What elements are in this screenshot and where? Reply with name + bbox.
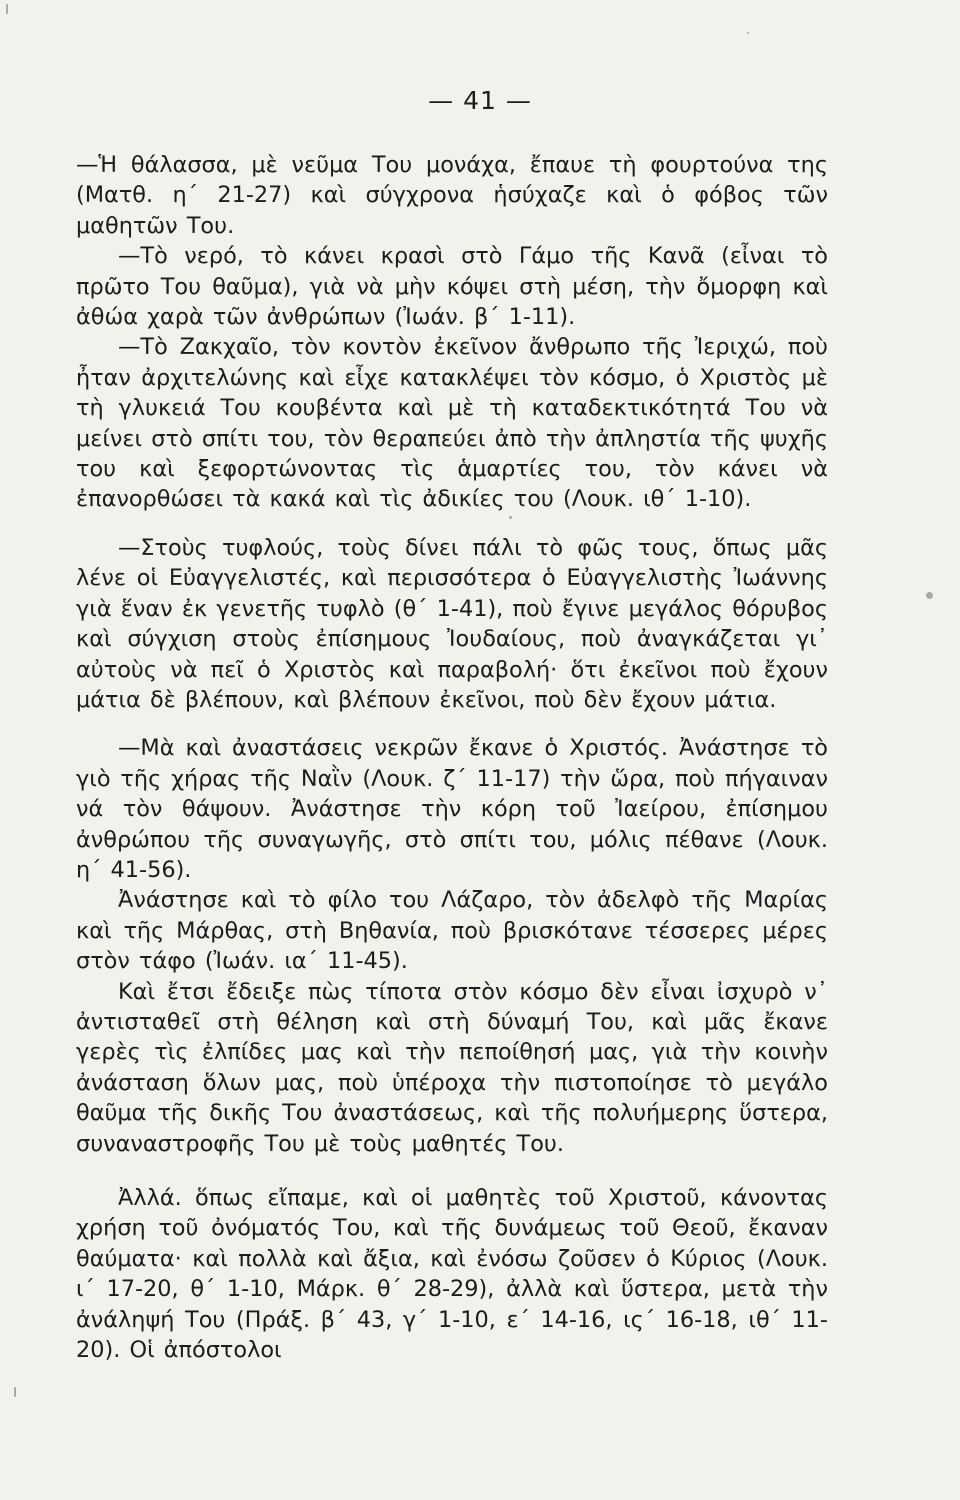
print-speck bbox=[6, 4, 8, 14]
print-speck bbox=[926, 592, 933, 599]
paragraph-sea-calmed: —Ἡ θάλασσα, μὲ νεῦμα Του μονάχα, ἔπαυε τὴ φουρτούνα της (Ματθ. η΄ 21-27) καὶ σύγχρονα ἡσύχαζε καὶ ὁ φόβος τῶν μαθητῶν Του. bbox=[76, 152, 828, 239]
paragraph-resurrections: —Μὰ καὶ ἀναστάσεις νεκρῶν ἔκανε ὁ Χριστός. Ἀνάστησε τὸ γιὸ τῆς χήρας τῆς Ναῒν (Λουκ. ζ΄ 11-17) τὴν ὥρα, ποὺ πήγαιναν νά τὸν θάψουν. Ἀνάστησε τὴν κόρη τοῦ Ἰαείρου, ἐπίσημου ἀνθρώπου τῆς συναγωγῆς, στὸ σπίτι του, μόλις πέθανε (Λουκ. η΄ 41-56). bbox=[76, 735, 828, 883]
paragraph-zacchaeus: —Τὸ Ζακχαῖο, τὸν κοντὸν ἐκεῖνον ἄνθρωπο τῆς Ἰεριχώ, ποὺ ἦταν ἀρχιτελώνης καὶ εἶχε κατακλέψει τὸν κόσμο, ὁ Χριστὸς μὲ τὴ γλυκειά Του κουβέντα καὶ μὲ τὴ καταδεκτικότητά Του νὰ μείνει στὸ σπίτι του, τὸν θεραπεύει ἀπὸ τὴν ἀπληστία τῆς ψυχῆς του καὶ ξεφορτώνοντας τὶς ἁμαρτίες του, τὸν κάνει νὰ ἐπανορθώσει τὰ κακά καὶ τὶς ἀδικίες του (Λουκ. ιθ΄ 1-10). bbox=[76, 334, 828, 513]
paragraph-blind-healed: —Στοὺς τυφλούς, τοὺς δίνει πάλι τὸ φῶς τους, ὅπως μᾶς λένε οἱ Εὐαγγελιστές, καὶ περισσότερα ὁ Εὐαγγελιστὴς Ἰωάννης γιὰ ἕναν ἐκ γενετῆς τυφλὸ (θ΄ 1-41), ποὺ ἔγινε μεγάλος θόρυβος καὶ σύγχιση στοὺς ἐπίσημους Ἰουδαίους, ποὺ ἀναγκάζεται γι᾿ αὐτοὺς νὰ πεῖ ὁ Χριστὸς καὶ παραβολή· ὅτι ἐκεῖνοι ποὺ ἔχουν μάτια δὲ βλέπουν, καὶ βλέπουν ἐκεῖνοι, ποὺ δὲν ἔχουν μάτια. bbox=[76, 534, 828, 713]
paragraph-power-shown: Καὶ ἔτσι ἔδειξε πὼς τίποτα στὸν κόσμο δὲν εἶναι ἰσχυρὸ ν᾿ ἀντισταθεῖ στὴ θέληση καὶ στὴ δύναμή Του, καὶ μᾶς ἔκανε γερὲς τὶς ἐλπίδες μας καὶ τὴν πεποίθησή μας, γιὰ τὴν κοινὴν ἀνάσταση ὅλων μας, ποὺ ὑπέροχα τὴν πιστοποίησε τὸ μεγάλο θαῦμα τῆς δικῆς Του ἀναστάσεως, καὶ τῆς πολυήμερης ὕστερα, συναναστροφῆς Του μὲ τοὺς μαθητές Του. bbox=[76, 978, 828, 1157]
page-number: — 41 — bbox=[428, 86, 532, 115]
paragraph-disciples-miracles: Ἀλλά. ὅπως εἴπαμε, καὶ οἱ μαθητὲς τοῦ Χριστοῦ, κάνοντας χρήση τοῦ ὀνόματός Του, καὶ τῆς δυνάμεως τοῦ Θεοῦ, ἔκαναν θαύματα· καὶ πολλὰ καὶ ἄξια, καὶ ἐνόσω ζοῦσεν ὁ Κύριος (Λουκ. ι΄ 17-20, θ΄ 1-10, Μάρκ. θ΄ 28-29), ἀλλὰ καὶ ὕστερα, μετὰ τὴν ἀνάληψή Του (Πράξ. β΄ 43, γ΄ 1-10, ε΄ 14-16, ις΄ 16-18, ιθ΄ 11-20). Οἱ ἀπόστολοι bbox=[76, 1185, 828, 1364]
paragraph-cana-wedding: —Τὸ νερό, τὸ κάνει κρασὶ στὸ Γάμο τῆς Κανᾶ (εἶναι τὸ πρῶτο Του θαῦμα), γιὰ νὰ μὴν κόψει στὴ μέση, τὴν ὄμορφη καὶ ἀθώα χαρὰ τῶν ἀνθρώπων (Ἰωάν. β΄ 1-11). bbox=[76, 243, 828, 331]
paragraph-lazarus: Ἀνάστησε καὶ τὸ φίλο του Λάζαρο, τὸν ἀδελφὸ τῆς Μαρίας καὶ τῆς Μάρθας, στὴ Βηθανία, ποὺ βρισκότανε τέσσερες μέρες στὸν τάφο (Ἰωάν. ια΄ 11-45). bbox=[76, 887, 828, 975]
print-speck bbox=[747, 32, 749, 34]
body-text bbox=[76, 150, 828, 1365]
print-speck bbox=[14, 1387, 16, 1397]
print-speck bbox=[509, 516, 512, 519]
